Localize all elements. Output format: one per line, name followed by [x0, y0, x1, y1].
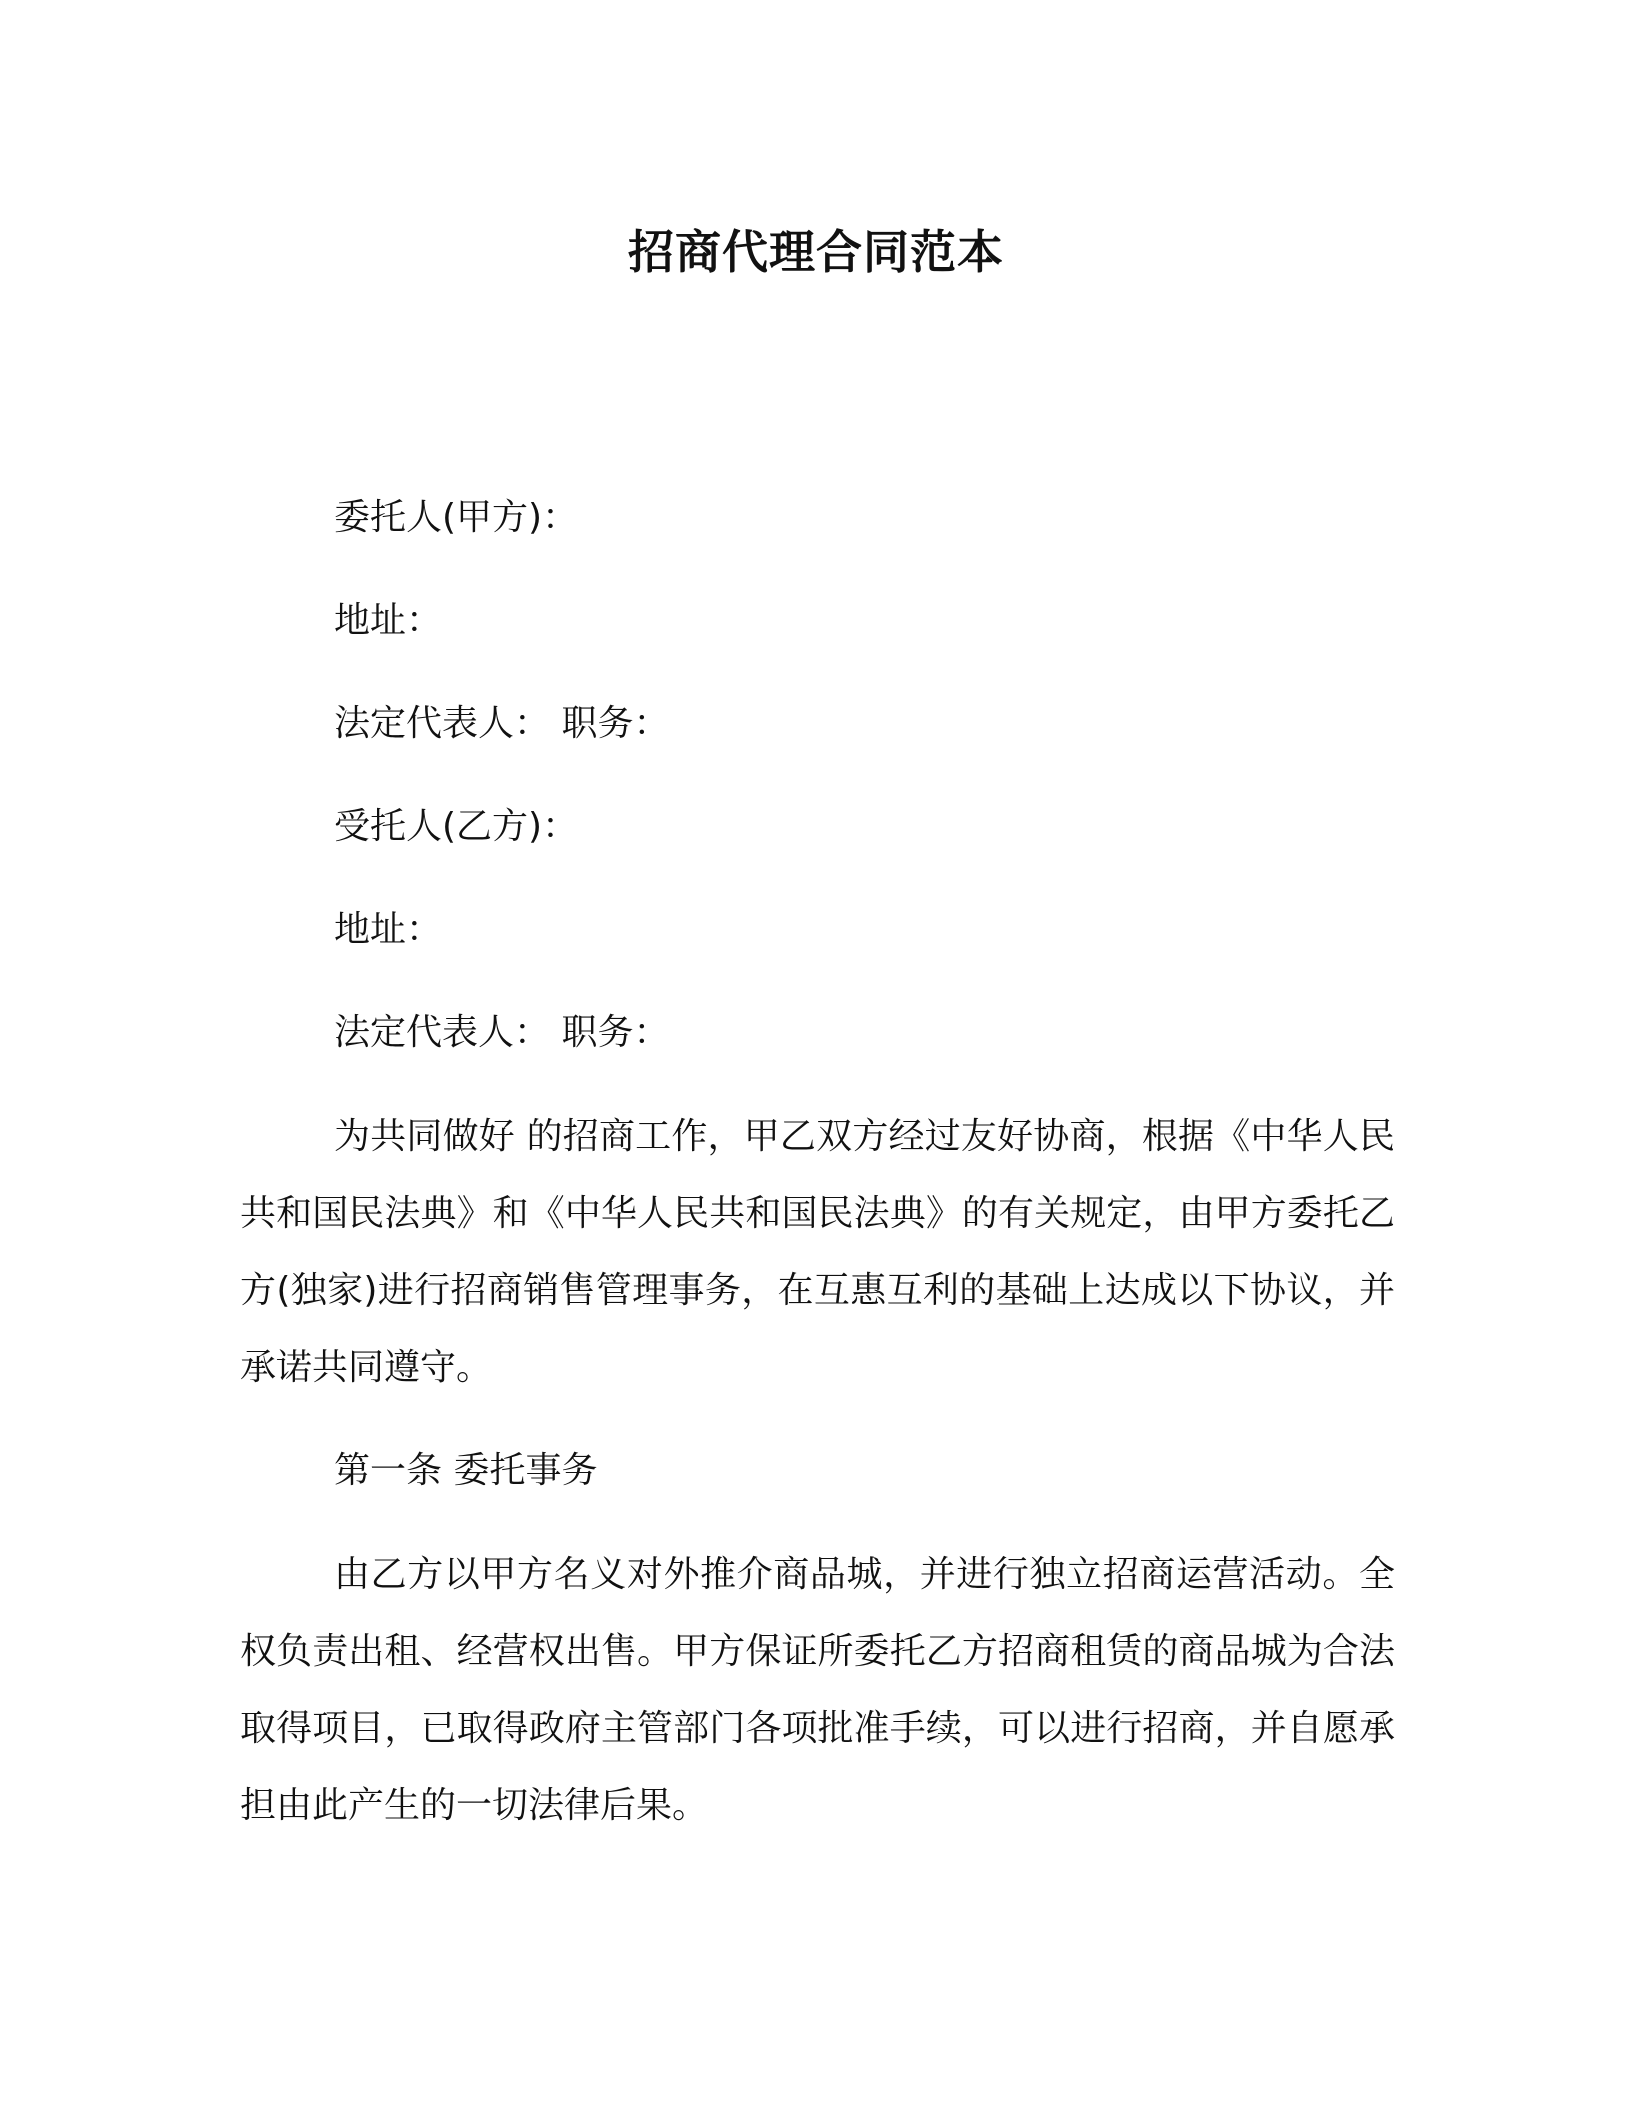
- party-a-legal-rep-field: 法定代表人： 职务：: [334, 703, 670, 744]
- document-title: 招商代理合同范本: [628, 225, 1004, 279]
- article-1-body: 由乙方以甲方名义对外推介商品城，并进行独立招商运营活动。全权负责出租、经营权出售。甲方保证所委托乙方招商租赁的商品城为合法取得项目，已取得政府主管部门各项批准手续，可以进行招商，并自愿承担由此产生的一切法律后果。: [240, 1554, 1395, 1826]
- intro-paragraph: 为共同做好 的招商工作，甲乙双方经过友好协商，根据《中华人民共和国民法典》和《中华人民共和国民法典》的有关规定，由甲方委托乙方(独家)进行招商销售管理事务，在互惠互利的基础上达成以下协议，并承诺共同遵守。: [240, 1116, 1395, 1388]
- party-b-legal-rep-field: 法定代表人： 职务：: [334, 1012, 670, 1053]
- agent-party-b-field: 受托人(乙方)：: [334, 806, 579, 847]
- article-1-heading: 第一条 委托事务: [334, 1450, 598, 1491]
- party-b-address-field: 地址：: [334, 909, 443, 950]
- principal-party-a-field: 委托人(甲方)：: [334, 497, 579, 538]
- party-a-address-field: 地址：: [334, 600, 443, 641]
